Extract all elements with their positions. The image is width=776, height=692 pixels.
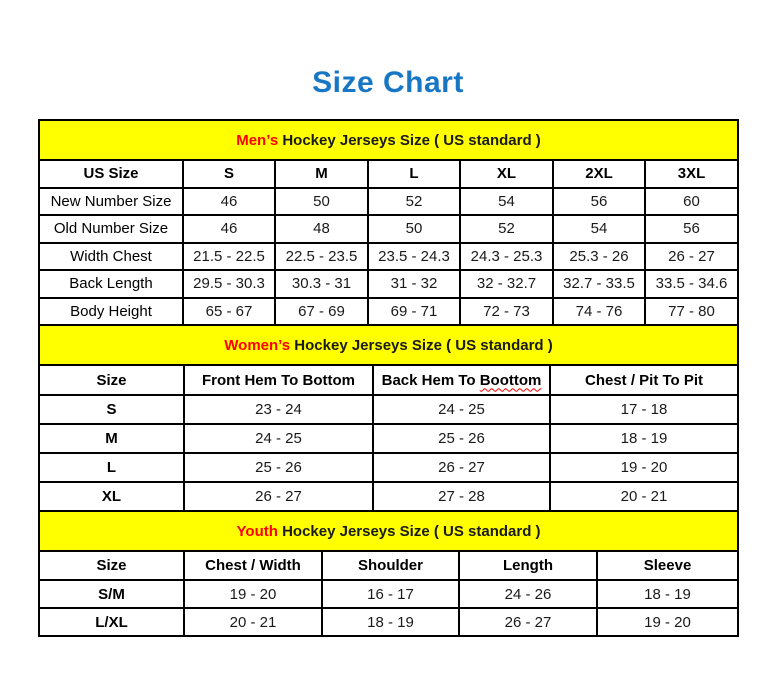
mens-size-value: 60: [645, 188, 738, 216]
mens-size-value: 48: [275, 215, 368, 243]
mens-column-header: US Size: [39, 160, 183, 188]
mens-row-label: Back Length: [39, 270, 183, 298]
mens-size-row: [39, 243, 738, 271]
mens-size-value: 24.3 - 25.3: [460, 243, 553, 271]
womens-size-value: 24 - 25: [373, 395, 550, 424]
mens-size-value: 26 - 27: [645, 243, 738, 271]
page-title: Size Chart: [312, 66, 464, 99]
youth-column-header: Size: [39, 551, 184, 580]
womens-size-value: 26 - 27: [184, 482, 373, 511]
mens-column-header: 3XL: [645, 160, 738, 188]
mens-size-row: [39, 215, 738, 243]
youth-section-highlight: Youth: [236, 522, 278, 540]
youth-column-header: Shoulder: [322, 551, 459, 580]
mens-size-value: 50: [368, 215, 460, 243]
womens-size-value: 17 - 18: [550, 395, 738, 424]
mens-size-row: [39, 270, 738, 298]
womens-size-row: [39, 424, 738, 453]
womens-size-value: 25 - 26: [184, 453, 373, 482]
youth-size-row: [39, 580, 738, 608]
mens-size-value: 50: [275, 188, 368, 216]
mens-size-value: 25.3 - 26: [553, 243, 645, 271]
mens-column-header: 2XL: [553, 160, 645, 188]
mens-column-header: S: [183, 160, 275, 188]
womens-row-label: S: [39, 395, 184, 424]
mens-size-value: 33.5 - 34.6: [645, 270, 738, 298]
mens-row-label: Old Number Size: [39, 215, 183, 243]
mens-column-header: XL: [460, 160, 553, 188]
mens-size-value: 23.5 - 24.3: [368, 243, 460, 271]
mens-size-value: 21.5 - 22.5: [183, 243, 275, 271]
youth-size-value: 24 - 26: [459, 580, 597, 608]
youth-column-header: Length: [459, 551, 597, 580]
mens-size-row: [39, 298, 738, 326]
womens-size-row: [39, 482, 738, 511]
womens-column-header: Front Hem To Bottom: [184, 365, 373, 395]
mens-size-value: 77 - 80: [645, 298, 738, 326]
womens-size-value: 18 - 19: [550, 424, 738, 453]
mens-size-value: 74 - 76: [553, 298, 645, 326]
womens-size-value: 23 - 24: [184, 395, 373, 424]
mens-size-table: [38, 119, 739, 326]
mens-size-value: 54: [553, 215, 645, 243]
youth-size-table: [38, 510, 739, 637]
mens-section-highlight: Men’s: [236, 131, 279, 149]
womens-row-label: L: [39, 453, 184, 482]
mens-row-label: New Number Size: [39, 188, 183, 216]
womens-section-highlight: Women’s: [224, 336, 291, 354]
mens-section-header: Men’s Hockey Jerseys Size ( US standard ): [39, 120, 738, 160]
mens-size-value: 46: [183, 215, 275, 243]
mens-column-header: M: [275, 160, 368, 188]
womens-size-table: [38, 324, 739, 512]
mens-row-label: Width Chest: [39, 243, 183, 271]
womens-section-header: Women’s Hockey Jerseys Size ( US standard ): [39, 325, 738, 365]
womens-size-value: 20 - 21: [550, 482, 738, 511]
womens-size-value: 26 - 27: [373, 453, 550, 482]
mens-size-value: 72 - 73: [460, 298, 553, 326]
youth-size-value: 18 - 19: [597, 580, 738, 608]
womens-size-value: 24 - 25: [184, 424, 373, 453]
mens-size-value: 69 - 71: [368, 298, 460, 326]
mens-size-value: 29.5 - 30.3: [183, 270, 275, 298]
mens-size-row: [39, 188, 738, 216]
youth-row-label: L/XL: [39, 608, 184, 636]
youth-column-header: Sleeve: [597, 551, 738, 580]
youth-size-row: [39, 608, 738, 636]
womens-column-header: Chest / Pit To Pit: [550, 365, 738, 395]
womens-row-label: XL: [39, 482, 184, 511]
mens-row-label: Body Height: [39, 298, 183, 326]
youth-section-header: Youth Hockey Jerseys Size ( US standard ): [39, 511, 738, 551]
youth-size-value: 26 - 27: [459, 608, 597, 636]
mens-size-value: 22.5 - 23.5: [275, 243, 368, 271]
youth-row-label: S/M: [39, 580, 184, 608]
womens-row-label: M: [39, 424, 184, 453]
youth-size-value: 19 - 20: [597, 608, 738, 636]
mens-size-value: 56: [553, 188, 645, 216]
size-chart-tables: [38, 119, 737, 637]
womens-column-header: Size: [39, 365, 184, 395]
mens-size-value: 67 - 69: [275, 298, 368, 326]
mens-size-value: 52: [368, 188, 460, 216]
misspelled-word: Boottom: [479, 371, 542, 389]
youth-column-header: Chest / Width: [184, 551, 322, 580]
womens-size-row: [39, 453, 738, 482]
mens-size-value: 56: [645, 215, 738, 243]
youth-size-value: 18 - 19: [322, 608, 459, 636]
mens-size-value: 30.3 - 31: [275, 270, 368, 298]
womens-size-value: 19 - 20: [550, 453, 738, 482]
mens-size-value: 31 - 32: [368, 270, 460, 298]
mens-size-value: 54: [460, 188, 553, 216]
mens-size-value: 52: [460, 215, 553, 243]
mens-column-header: L: [368, 160, 460, 188]
youth-size-value: 19 - 20: [184, 580, 322, 608]
youth-size-value: 20 - 21: [184, 608, 322, 636]
youth-size-value: 16 - 17: [322, 580, 459, 608]
mens-size-value: 46: [183, 188, 275, 216]
mens-size-value: 32 - 32.7: [460, 270, 553, 298]
womens-column-header: Back Hem To Boottom: [373, 365, 550, 395]
womens-size-row: [39, 395, 738, 424]
womens-size-value: 27 - 28: [373, 482, 550, 511]
mens-size-value: 32.7 - 33.5: [553, 270, 645, 298]
womens-size-value: 25 - 26: [373, 424, 550, 453]
mens-size-value: 65 - 67: [183, 298, 275, 326]
